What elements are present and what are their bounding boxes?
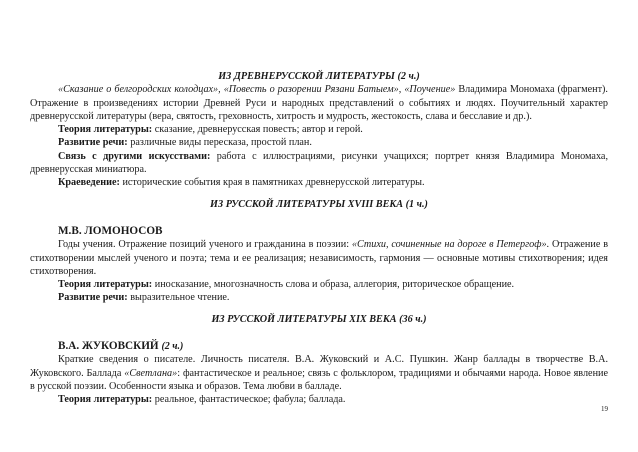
local-history-label: Краеведение: <box>58 177 120 189</box>
zhukovsky-ballad-title: «Светлана» <box>124 367 178 379</box>
lomonosov-theory-line <box>30 278 608 291</box>
arts-text: работа с иллюстрациями, рисунки учащихся; портрет князя Владимира Мономаха, древнерусская миниатюра. <box>30 150 608 176</box>
section-heading-old-russian: ИЗ ДРЕВНЕРУССКОЙ ЛИТЕРАТУРЫ (2 ч.) <box>218 71 420 82</box>
document-page <box>30 70 608 407</box>
speech-text: различные виды пересказа, простой план. <box>127 137 312 149</box>
zhukovsky-theory-line <box>30 393 608 406</box>
speech-label: Развитие речи: <box>58 292 128 304</box>
old-russian-works-titles: «Сказание о белгородских колодцах», «Повесть о разорении Рязани Батыем», «Поучение» <box>58 84 456 96</box>
zhukovsky-paragraph <box>30 353 608 393</box>
author-lomonosov: М.В. ЛОМОНОСОВ <box>58 224 163 237</box>
lomonosov-text-b: . Отражение в стихотворении мыслей ученого и поэта; тема и ее реализация; независимость, гармония — основные мотивы стихотворения; идея стихотворения. <box>30 239 608 277</box>
lomonosov-text-a: Годы учения. Отражение позиций ученого и гражданина в поэзии: <box>58 239 352 251</box>
section-heading-19th-century: ИЗ РУССКОЙ ЛИТЕРАТУРЫ XIX ВЕКА (36 ч.) <box>211 313 427 325</box>
old-russian-speech-line <box>30 136 608 149</box>
old-russian-arts-line <box>30 150 608 177</box>
local-history-text: исторические события края в памятниках древнерусской литературы. <box>119 177 425 189</box>
old-russian-intro-text: Владимира Мономаха (фрагмент). Отражение в произведениях истории Древней Руси и народных представлений о событиях и людях. Поучительный характер древнерусской литературы (вера, святость, греховность, хитрость и мудрость, жестокость, слава и бесславие и др.). <box>30 84 608 122</box>
lomonosov-poem-title: «Стихи, сочиненные на дороге в Петергоф» <box>351 239 547 251</box>
old-russian-local-history-line <box>30 176 608 189</box>
theory-text: реальное, фантастическое; фабула; баллада. <box>152 394 346 406</box>
theory-label: Теория литературы: <box>58 124 153 136</box>
lomonosov-paragraph <box>30 238 608 278</box>
arts-label: Связь с другими искусствами: <box>58 150 211 162</box>
old-russian-intro-paragraph <box>30 83 608 123</box>
author-zhukovsky <box>30 340 608 353</box>
speech-label: Развитие речи: <box>58 137 128 149</box>
author-name: В.А. ЖУКОВСКИЙ <box>58 340 159 353</box>
zhukovsky-text-b: : фантастическое и реальное; связь с фольклором, традициями и обычаями народа. Новое явление в русской поэзии. Особенности языка и образов. Тема любви в балладе. <box>30 367 608 392</box>
old-russian-theory-line <box>30 123 608 136</box>
theory-label: Теория литературы: <box>58 279 153 291</box>
theory-label: Теория литературы: <box>58 394 153 406</box>
lomonosov-speech-line <box>30 291 608 304</box>
theory-text: иносказание, многозначность слова и образа, аллегория, риторическое обращение. <box>152 279 515 291</box>
author-hours: (2 ч.) <box>161 341 184 353</box>
page-number: 19 <box>601 405 608 413</box>
theory-text: сказание, древнерусская повесть; автор и герой. <box>152 124 363 136</box>
section-heading-18th-century: ИЗ РУССКОЙ ЛИТЕРАТУРЫ XVIII ВЕКА (1 ч.) <box>210 198 428 210</box>
zhukovsky-text-a: Краткие сведения о писателе. Личность писателя. В.А. Жуковский и А.С. Пушкин. Жанр баллады в творчестве В.А. Жуковского. Баллада <box>30 354 608 379</box>
speech-text: выразительное чтение. <box>127 292 230 304</box>
